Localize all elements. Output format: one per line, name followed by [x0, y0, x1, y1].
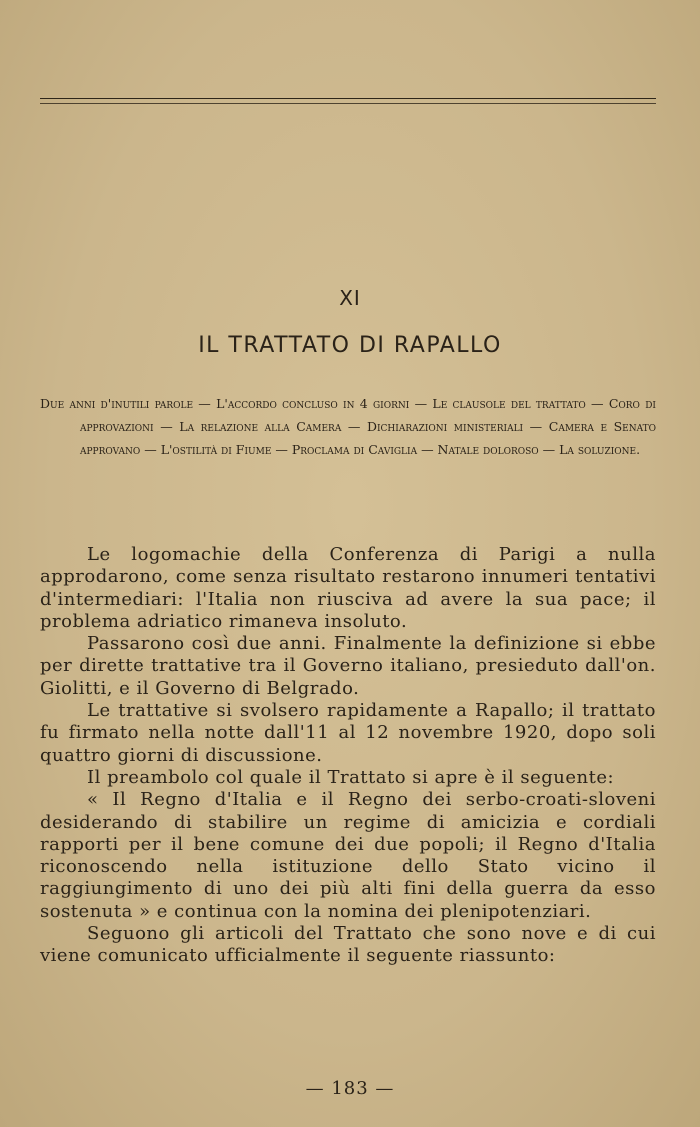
chapter-number: XI	[339, 286, 361, 310]
paragraph: Le logomachie della Conferenza di Parigi a nulla approdarono, come senza risultato restarono innumeri tentativi d'intermediari: l'Italia non riusciva ad avere la sua pace; il problema adriatico rimaneva insoluto.	[40, 544, 656, 632]
paragraph: « Il Regno d'Italia e il Regno dei serbo-croati-sloveni desiderando di stabilire un regime di amicizia e cordiali rapporti per il bene comune dei due popoli; il Regno d'Italia riconoscendo nella istituzione dello Stato vicino il raggiungimento di uno dei più alti fini della guerra da esso sostenuta » e continua con la nomina dei plenipotenziari.	[40, 789, 656, 922]
chapter-title: IL TRATTATO DI RAPALLO	[198, 333, 502, 358]
header-rule	[40, 98, 656, 99]
paragraph: Il preambolo col quale il Trattato si apre è il seguente:	[87, 766, 615, 788]
paragraph: Le trattative si svolsero rapidamente a Rapallo; il trattato fu firmato nella notte dall'11 al 12 novembre 1920, dopo soli quattro giorni di discussione.	[40, 700, 656, 766]
header-rule-thin	[40, 103, 656, 104]
chapter-summary: Due anni d'inutili parole — L'accordo concluso in 4 giorni — Le clausole del trattato — Coro di approvazioni — La relazione alla Camera — Dichiarazioni ministeriali — Camera e Senato approvano — L'ostilità di Fiume — Proclama di Caviglia — Natale doloroso — La soluzione.	[40, 396, 656, 457]
paragraph: Seguono gli articoli del Trattato che sono nove e di cui viene comunicato ufficialmente il seguente riassunto:	[40, 923, 656, 967]
paragraph: Passarono così due anni. Finalmente la definizione si ebbe per dirette trattative tra il Governo italiano, presieduto dall'on. Giolitti, e il Governo di Belgrado.	[40, 633, 656, 699]
page-number: — 183 —	[305, 1078, 395, 1099]
body-text	[40, 544, 656, 968]
